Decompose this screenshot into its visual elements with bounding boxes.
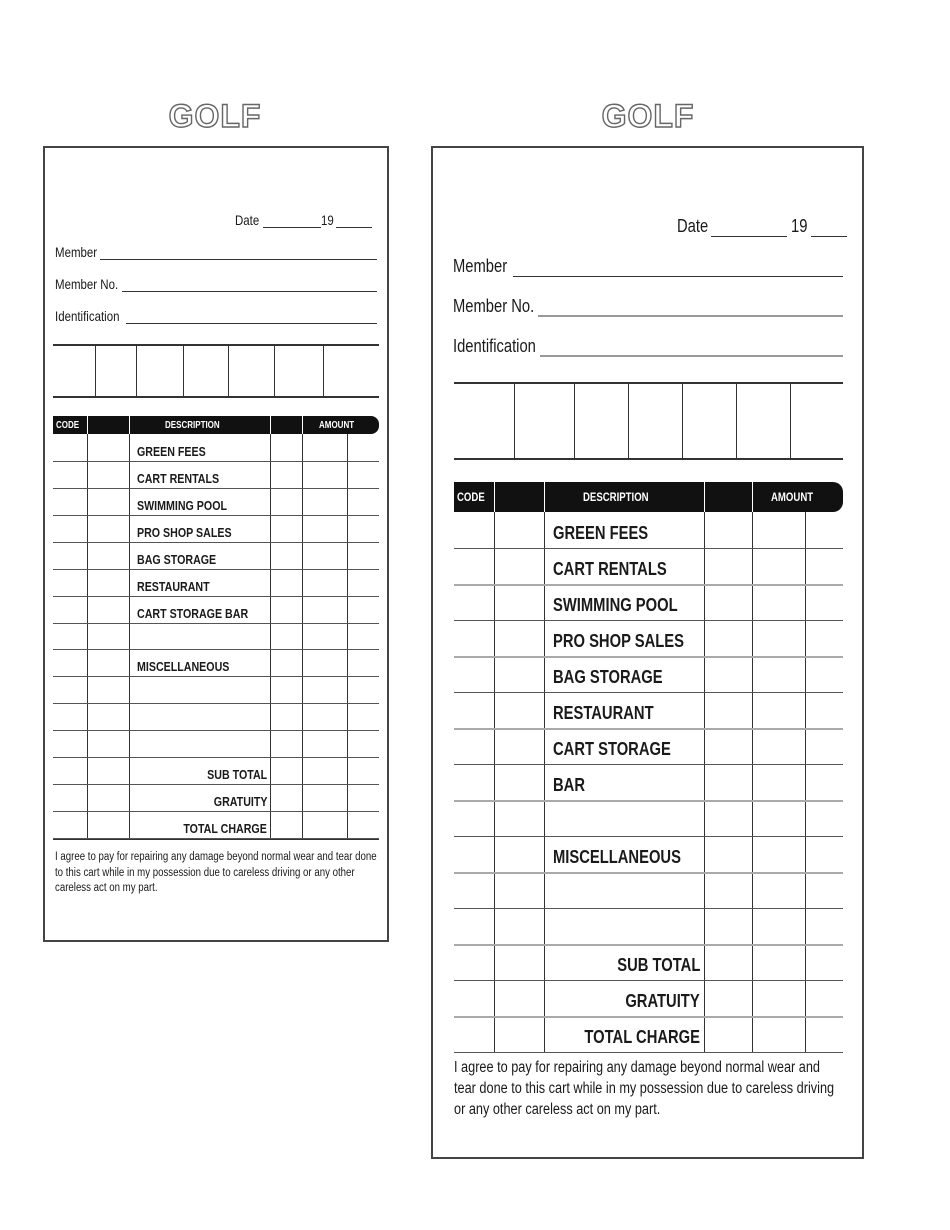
description-label: GREEN FEES: [553, 523, 649, 543]
description-label: BAG STORAGE: [553, 667, 663, 687]
description-label: CART STORAGE BAR: [137, 605, 249, 621]
table-row[interactable]: [53, 515, 379, 543]
right-amount-header: AMOUNT: [771, 490, 814, 504]
left-amount-header: AMOUNT: [318, 419, 354, 431]
left-member-row: [55, 244, 377, 260]
left-code-header: CODE: [55, 419, 79, 431]
left-member-no-label: Member No.: [55, 276, 119, 292]
total-row[interactable]: [53, 757, 379, 785]
description-label: BAR: [553, 775, 585, 795]
table-row[interactable]: [53, 542, 379, 570]
left-receipt-card: [43, 146, 389, 942]
total-row[interactable]: [53, 784, 379, 812]
table-row[interactable]: [454, 656, 843, 693]
right-date-row: [677, 216, 847, 237]
right-member-no-row: [453, 296, 843, 317]
description-label: RESTAURANT: [553, 703, 654, 723]
description-label: CART STORAGE: [553, 739, 671, 759]
left-member-label: Member: [55, 244, 98, 260]
right-golf-title: GOLF: [601, 98, 695, 134]
left-table-body: [53, 434, 379, 840]
total-label: SUB TOTAL: [206, 767, 267, 783]
right-date-label: Date: [677, 216, 709, 236]
table-row[interactable]: [53, 623, 379, 651]
table-row[interactable]: [454, 764, 843, 802]
table-row[interactable]: [454, 584, 843, 621]
table-row[interactable]: [53, 596, 379, 624]
left-table-header: [53, 416, 379, 434]
right-year-field[interactable]: [811, 236, 847, 237]
right-receipt-card: [431, 146, 864, 1159]
total-row[interactable]: [454, 1016, 843, 1053]
left-identification-field[interactable]: [126, 323, 377, 324]
left-identification-label: Identification: [55, 308, 120, 324]
right-agreement-text: I agree to pay for repairing any damage beyond normal wear and tear done to this cart while in my possession due to careless driving or any other careless act on my part.: [454, 1059, 835, 1118]
left-date-label: Date: [235, 212, 260, 228]
table-row[interactable]: [454, 512, 843, 549]
left-member-field[interactable]: [100, 259, 377, 260]
right-member-no-label: Member No.: [453, 296, 535, 316]
left-date-field[interactable]: [263, 227, 321, 228]
right-identification-label: Identification: [453, 336, 536, 356]
right-member-field[interactable]: [513, 276, 843, 277]
description-label: CART RENTALS: [137, 470, 220, 486]
table-row[interactable]: [454, 872, 843, 909]
total-label: TOTAL CHARGE: [584, 1027, 700, 1047]
right-member-no-field[interactable]: [538, 315, 843, 317]
description-label: SWIMMING POOL: [137, 497, 228, 513]
left-date-row: [235, 212, 372, 228]
right-table-header: [454, 482, 843, 512]
description-label: GREEN FEES: [137, 443, 206, 459]
left-identification-row: [55, 308, 377, 324]
description-label: MISCELLANEOUS: [553, 847, 681, 867]
left-agreement-text: I agree to pay for repairing any damage beyond normal wear and tear done to this cart while in my possession due to careless driving or any other careless act on my part.: [55, 851, 377, 895]
left-golf-title: GOLF: [168, 98, 262, 134]
right-entry-boxes[interactable]: [454, 382, 843, 460]
description-label: RESTAURANT: [137, 578, 210, 594]
description-label: BAG STORAGE: [137, 551, 217, 567]
table-row[interactable]: [53, 569, 379, 597]
left-member-no-row: [55, 276, 377, 292]
table-row[interactable]: [454, 800, 843, 837]
right-table-body: [454, 512, 843, 1052]
description-label: MISCELLANEOUS: [137, 659, 230, 675]
left-description-header: DESCRIPTION: [165, 419, 221, 431]
right-year-prefix: 19: [791, 216, 808, 236]
left-entry-boxes[interactable]: [53, 344, 379, 398]
table-row[interactable]: [53, 703, 379, 731]
right-code-header: CODE: [456, 490, 485, 504]
left-year-prefix: 19: [320, 212, 334, 228]
right-description-header: DESCRIPTION: [582, 490, 649, 504]
total-label: GRATUITY: [213, 794, 267, 810]
right-member-label: Member: [453, 256, 508, 276]
table-row[interactable]: [53, 461, 379, 489]
total-row[interactable]: [454, 980, 843, 1018]
right-date-field[interactable]: [711, 236, 787, 237]
right-identification-field[interactable]: [540, 355, 843, 357]
description-label: PRO SHOP SALES: [553, 631, 684, 651]
table-row[interactable]: [454, 692, 843, 730]
table-row[interactable]: [53, 676, 379, 704]
table-row[interactable]: [53, 730, 379, 758]
total-row[interactable]: [454, 944, 843, 981]
description-label: PRO SHOP SALES: [137, 524, 232, 540]
description-label: SWIMMING POOL: [553, 595, 678, 615]
table-row[interactable]: [454, 548, 843, 586]
total-label: GRATUITY: [625, 991, 700, 1011]
left-year-field[interactable]: [336, 227, 372, 228]
total-label: SUB TOTAL: [616, 955, 700, 975]
total-row[interactable]: [53, 811, 379, 839]
table-row[interactable]: [53, 488, 379, 516]
table-row[interactable]: [454, 620, 843, 658]
total-label: TOTAL CHARGE: [183, 820, 267, 836]
table-row[interactable]: [454, 728, 843, 765]
right-identification-row: [453, 336, 843, 357]
table-row[interactable]: [454, 836, 843, 874]
left-member-no-field[interactable]: [122, 291, 377, 292]
table-row[interactable]: [53, 649, 379, 677]
table-row[interactable]: [454, 908, 843, 946]
right-member-row: [453, 256, 843, 277]
description-label: CART RENTALS: [553, 559, 667, 579]
table-row[interactable]: [53, 434, 379, 462]
